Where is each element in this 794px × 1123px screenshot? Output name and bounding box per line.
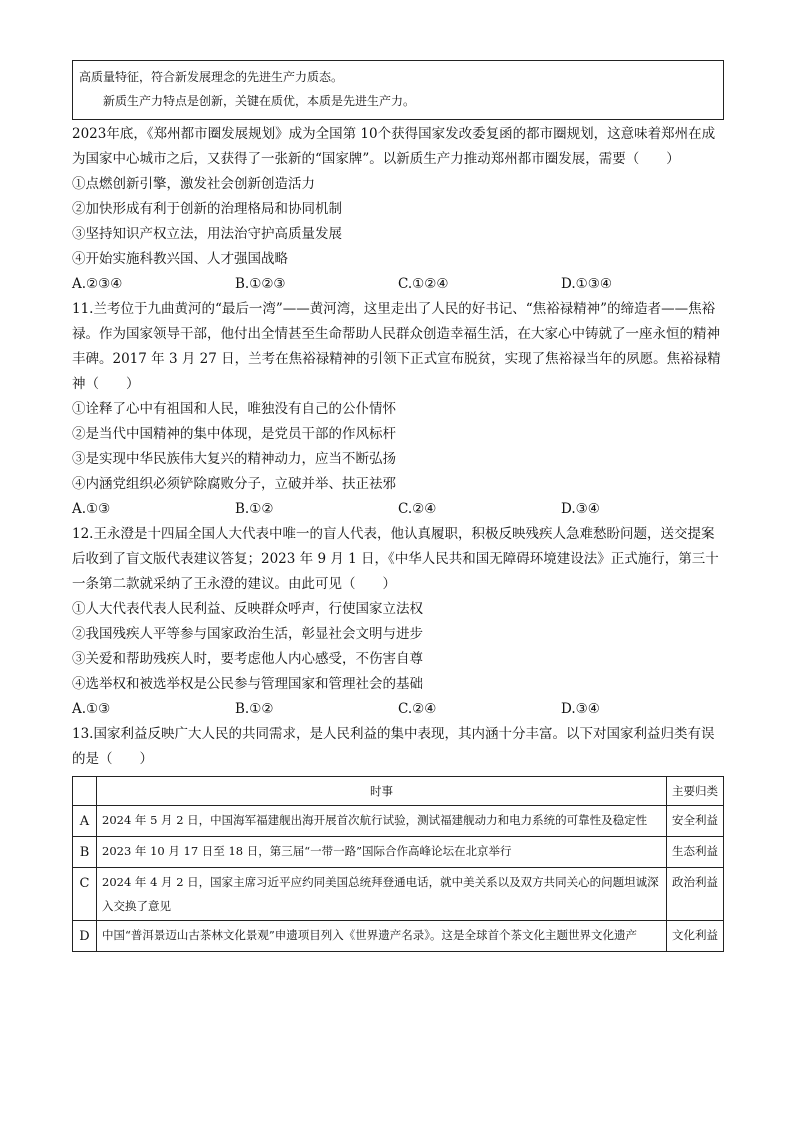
- row-category: 生态利益: [667, 837, 724, 868]
- option-4: ④内涵党组织必须铲除腐败分子，立破并举、扶正祛邪: [72, 476, 396, 492]
- exam-page: [72, 60, 724, 952]
- option-1: ①诠释了心中有祖国和人民，唯独没有自己的公仆情怀: [72, 401, 396, 417]
- row-label: B: [73, 837, 97, 868]
- row-category: 安全利益: [667, 806, 724, 837]
- choice-a[interactable]: A.①③: [72, 501, 111, 517]
- row-category: 文化利益: [667, 921, 724, 952]
- table-row: [73, 837, 724, 868]
- question-12: [72, 522, 724, 722]
- table-row: [73, 921, 724, 952]
- row-event: 2024 年 5 月 2 日，中国海军福建舰出海开展首次航行试验，测试福建舰动力和电力系统的可靠性及稳定性: [97, 806, 667, 837]
- option-3: ③是实现中华民族伟大复兴的精神动力，应当不断弘扬: [72, 451, 396, 467]
- row-event: 2023 年 10 月 17 日至 18 日，第三届“一带一路”国际合作高峰论坛在北京举行: [97, 837, 667, 868]
- option-1: ①人大代表代表人民利益、反映群众呼声，行使国家立法权: [72, 601, 423, 617]
- option-4: ④开始实施科教兴国、人才强国战略: [72, 251, 288, 267]
- choice-c[interactable]: C.②④: [398, 701, 437, 717]
- header-category: 主要归类: [667, 777, 724, 806]
- question-13: [72, 722, 724, 952]
- row-category: 政治利益: [667, 868, 724, 921]
- choice-b[interactable]: B.①②: [235, 701, 274, 717]
- option-2: ②我国残疾人平等参与国家政治生活，彰显社会文明与进步: [72, 626, 423, 642]
- table-row: [73, 868, 724, 921]
- choice-a[interactable]: A.②③④: [72, 276, 123, 292]
- question-10-stem: 2023年底，《郑州都市圈发展规划》成为全国第 10个获得国家发改委复函的都市圈规划，这意味着郑州在成为国家中心城市之后，又获得了一张新的“国家牌”。以新质生产力推动郑州都市圈发展，需要（ ）: [72, 126, 716, 167]
- option-4: ④选举权和被选举权是公民参与管理国家和管理社会的基础: [72, 676, 423, 692]
- material-line-1: 高质量特征，符合新发展理念的先进生产力质态。: [79, 70, 344, 84]
- choice-b[interactable]: B.①②: [235, 501, 274, 517]
- choice-b[interactable]: B.①②③: [235, 276, 286, 292]
- answer-choices: [72, 497, 724, 522]
- answer-choices: [72, 272, 724, 297]
- question-12-stem: 12.王永澄是十四届全国人大代表中唯一的盲人代表，他认真履职，积极反映残疾人急难愁盼问题，送交提案后收到了盲文版代表建议答复；2023 年 9 月 1 日，《中华人民共和国无障碍环境建设法》正式施行，第三十一条第二款就采纳了王永澄的建议。由此可见（ ）: [72, 526, 719, 592]
- question-11-stem: 11.兰考位于九曲黄河的“最后一湾”——黄河湾，这里走出了人民的好书记、“焦裕禄精神”的缔造者——焦裕禄。作为国家领导干部，他付出全情甚至生命帮助人民群众创造幸福生活，在大家心中铸就了一座永恒的精神丰碑。2017 年 3 月 27 日，兰考在焦裕禄精神的引领下正式宣布脱贫，实现了焦裕禄当年的夙愿。焦裕禄精神（ ）: [72, 301, 721, 392]
- material-line-2: 新质生产力特点是创新，关键在质优，本质是先进生产力。: [103, 94, 416, 108]
- option-2: ②是当代中国精神的集中体现，是党员干部的作风标杆: [72, 426, 396, 442]
- row-event: 中国“普洱景迈山古茶林文化景观”申遗项目列入《世界遗产名录》。这是全球首个茶文化主题世界文化遗产: [97, 921, 667, 952]
- answer-choices: [72, 697, 724, 722]
- option-1: ①点燃创新引擎，激发社会创新创造活力: [72, 176, 315, 192]
- table-header-row: [73, 777, 724, 806]
- option-3: ③坚持知识产权立法，用法治守护高质量发展: [72, 226, 342, 242]
- row-event: 2024 年 4 月 2 日，国家主席习近平应约同美国总统拜登通电话，就中美关系以及双方共同关心的问题坦诚深入交换了意见: [97, 868, 667, 921]
- choice-c[interactable]: C.②④: [398, 501, 437, 517]
- option-2: ②加快形成有利于创新的治理格局和协同机制: [72, 201, 342, 217]
- option-3: ③关爱和帮助残疾人时，要考虑他人内心感受，不伤害自尊: [72, 651, 423, 667]
- choice-d[interactable]: D.③④: [561, 501, 600, 517]
- question-10: [72, 122, 724, 297]
- question-11: [72, 297, 724, 522]
- row-label: D: [73, 921, 97, 952]
- row-label: C: [73, 868, 97, 921]
- row-label: A: [73, 806, 97, 837]
- table-row: [73, 806, 724, 837]
- choice-d[interactable]: D.③④: [561, 701, 600, 717]
- material-box: [72, 60, 724, 120]
- header-event: 时事: [97, 777, 667, 806]
- choice-a[interactable]: A.①③: [72, 701, 111, 717]
- national-interest-table: [72, 776, 724, 952]
- question-13-stem: 13.国家利益反映广大人民的共同需求，是人民利益的集中表现，其内涵十分丰富。以下对国家利益归类有误的是（ ）: [72, 726, 715, 767]
- choice-d[interactable]: D.①③④: [561, 276, 612, 292]
- choice-c[interactable]: C.①②④: [398, 276, 449, 292]
